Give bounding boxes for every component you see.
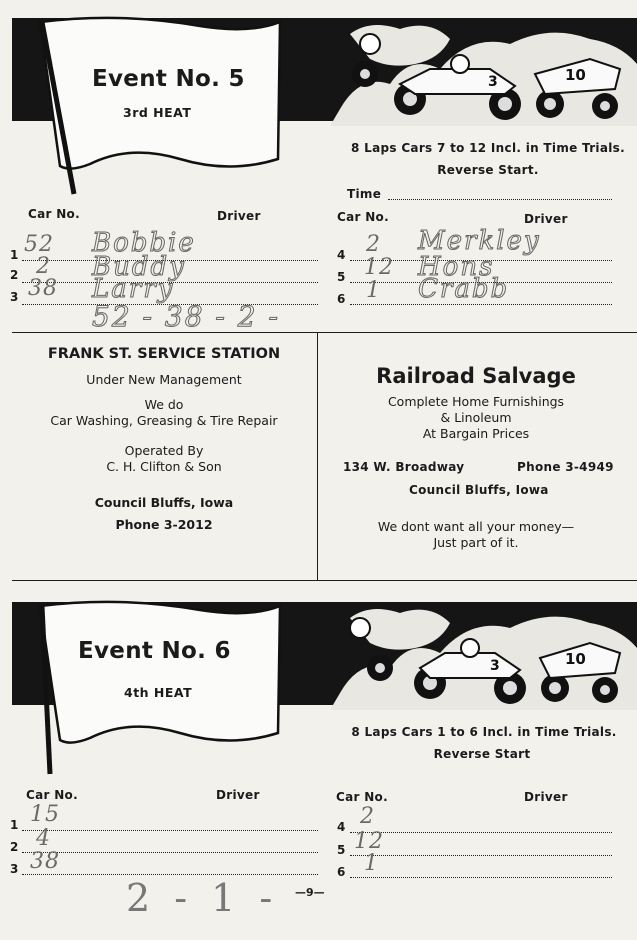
event5-pos-3: 3: [10, 290, 19, 304]
event5-driver-label-left: Driver: [217, 209, 261, 223]
event5-driver-2: Buddy: [92, 252, 186, 282]
event6-car-2: 4: [36, 826, 51, 851]
event5-laps: 8 Laps Cars 7 to 12 Incl. in Time Trials.: [351, 141, 625, 155]
event6-heat: 4th HEAT: [124, 685, 193, 700]
ad-left-city: Council Bluffs, Iowa: [94, 495, 234, 510]
ad-left-line4: Operated By: [124, 443, 204, 458]
ad-left-line1: Under New Management: [86, 372, 242, 387]
event5-pos-1: 1: [10, 248, 19, 262]
event6-row-line-2: [22, 852, 318, 853]
event6-start: Reverse Start: [433, 747, 531, 761]
ad-left-line5: C. H. Clifton & Son: [106, 459, 222, 474]
ads-top-rule: [12, 332, 637, 333]
event5-car-2: 2: [36, 254, 51, 279]
event6-car-1: 15: [30, 802, 60, 827]
ad-left-line3: Car Washing, Greasing & Tire Repair: [50, 413, 278, 428]
event6-car-3: 38: [30, 849, 60, 874]
ad-left-phone: Phone 3-2012: [115, 517, 213, 532]
ad-frank-st-service-station: [14, 346, 314, 533]
ads-divider: [317, 332, 318, 580]
event5-pos-6: 6: [337, 292, 346, 306]
event6-row-line-6: [350, 877, 612, 878]
car-number-3: 3: [488, 74, 498, 90]
event5-car-1: 52: [24, 232, 54, 257]
event6-car-no-label-right: Car No.: [336, 790, 388, 804]
event6-row-line-5: [350, 855, 612, 856]
ad-right-slogan2: Just part of it.: [433, 535, 519, 550]
event5-car-5: 12: [364, 255, 394, 280]
event6-pos-3: 3: [10, 862, 19, 876]
event6-car-5: 12: [354, 829, 384, 854]
event6-car-no-label-left: Car No.: [26, 788, 78, 802]
event6-title: Event No. 6: [78, 638, 231, 664]
event5-title: Event No. 5: [92, 66, 245, 92]
event6-pos-5: 5: [337, 843, 346, 857]
event5-pos-5: 5: [337, 270, 346, 284]
ad-right-address: 134 W. Broadway: [343, 460, 465, 474]
event5-car-6: 1: [366, 278, 381, 303]
event5-driver-4: Merkley: [418, 226, 541, 256]
event5-pos-2: 2: [10, 268, 19, 282]
event5-pos-4: 4: [337, 248, 346, 262]
event6-pos-6: 6: [337, 865, 346, 879]
event5-time-label: Time: [347, 187, 382, 201]
ad-right-line1: Complete Home Furnishings: [387, 394, 565, 409]
event6-row-line-3: [22, 874, 318, 875]
event6-driver-label-right: Driver: [524, 790, 568, 804]
event5-driver-6: Crabb: [418, 274, 510, 304]
ad-railroad-salvage: [320, 364, 632, 456]
race-cars-illustration: [320, 14, 637, 126]
event5-driver-3: Larry: [92, 274, 175, 304]
event5-result-note: 52 - 38 - 2 -: [92, 300, 280, 333]
car-number-10-b: 10: [565, 650, 586, 668]
race-cars-illustration-2: [320, 598, 637, 710]
event6-driver-label-left: Driver: [216, 788, 260, 802]
ads-bottom-rule: [12, 580, 637, 581]
event6-car-4: 2: [360, 804, 375, 829]
ad-left-title: FRANK ST. SERVICE STATION: [47, 346, 281, 362]
ad-right-phone: Phone 3-4949: [517, 460, 614, 474]
ad-right-line2: & Linoleum: [440, 410, 512, 425]
event5-car-no-label-right: Car No.: [337, 210, 389, 224]
car-number-3-b: 3: [490, 658, 500, 674]
ad-right-city: Council Bluffs, Iowa: [409, 483, 549, 497]
page-number: —9—: [295, 886, 325, 899]
event6-pos-4: 4: [337, 820, 346, 834]
event5-row-line-6: [350, 304, 612, 305]
event5-driver-label-right: Driver: [524, 212, 568, 226]
ad-right-line3: At Bargain Prices: [422, 426, 530, 441]
ad-right-title: Railroad Salvage: [376, 364, 576, 388]
event5-start: Reverse Start.: [437, 163, 539, 177]
event5-driver-5: Hons: [418, 252, 495, 282]
event5-time-line: [388, 199, 612, 200]
event6-row-line-1: [22, 830, 318, 831]
event6-pos-1: 1: [10, 818, 19, 832]
event6-car-6: 1: [364, 851, 379, 876]
event5-heat: 3rd HEAT: [123, 105, 192, 120]
event5-car-4: 2: [366, 232, 381, 257]
event5-car-3: 38: [28, 276, 58, 301]
event6-laps: 8 Laps Cars 1 to 6 Incl. in Time Trials.: [351, 725, 617, 739]
ad-right-slogan1: We dont want all your money—: [377, 519, 575, 534]
event5-car-no-label-left: Car No.: [28, 207, 80, 221]
event6-pos-2: 2: [10, 840, 19, 854]
ad-right-slogan: [320, 519, 632, 551]
car-number-10: 10: [565, 66, 586, 84]
event5-driver-1: Bobbie: [92, 228, 196, 258]
event6-row-line-4: [350, 832, 612, 833]
ad-left-line2: We do: [144, 397, 184, 412]
event6-result-note: 2 - 1 -: [126, 876, 279, 920]
